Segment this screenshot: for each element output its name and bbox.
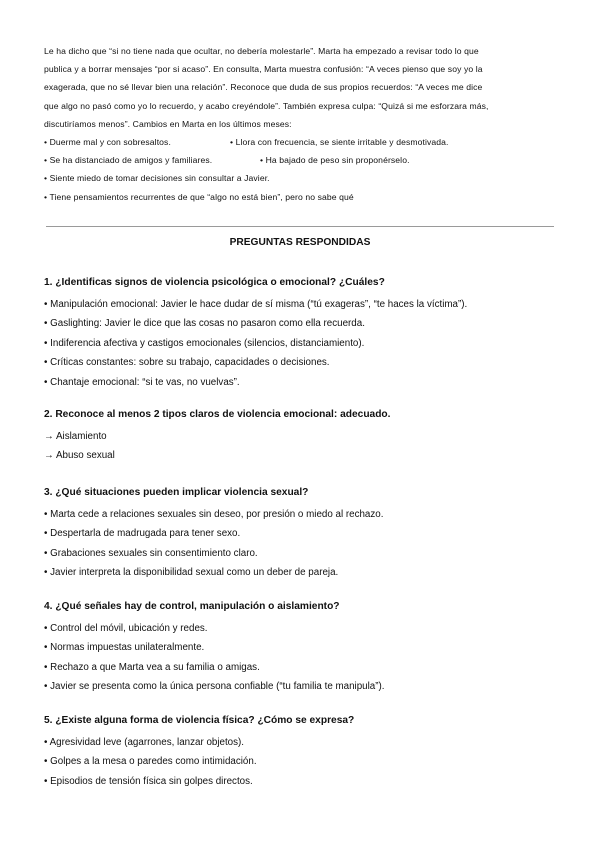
answer-item: • Rechazo a que Marta vea a su familia o amigas. [44,661,260,673]
question-title: 1. ¿Identificas signos de violencia psicológica o emocional? ¿Cuáles? [44,277,385,288]
question-title: 4. ¿Qué señales hay de control, manipulación o aislamiento? [44,601,340,612]
answer-item: • Javier se presenta como la única persona confiable (“tu familia te manipula”). [44,681,385,693]
section-title: PREGUNTAS RESPONDIDAS [229,237,371,248]
section-divider [46,226,554,227]
answer-item: • Marta cede a relaciones sexuales sin deseo, por presión o miedo al rechazo. [44,509,384,520]
changes-bullet: • Se ha distanciado de amigos y familiares. [44,155,213,166]
answer-item: • Gaslighting: Javier le dice que las cosas no pasaron como ella recuerda. [44,318,365,330]
intro-line: publica y a borrar mensajes “por si acaso”. En consulta, Marta muestra confusión: “A veces pienso que soy yo la [44,64,483,75]
answer-item: • Golpes a la mesa o paredes como intimidación. [44,756,257,768]
intro-line: exagerada, que no sé llevar bien una relación”. Reconoce que duda de sus propios recuerdos: “A veces me dice [44,82,483,93]
answer-item: • Manipulación emocional: Javier le hace dudar de sí misma (“tú exageras”, “te haces la víctima”). [44,299,468,310]
intro-line: que algo no pasó como yo lo recuerdo, y acabo creyéndole”. También expresa culpa: “Quizá si me esforzara más, [44,100,489,111]
case-description [44,42,564,206]
answer-item: • Despertarla de madrugada para tener sexo. [44,528,241,540]
answer-item: • Control del móvil, ubicación y redes. [44,623,208,634]
answer-item: • Grabaciones sexuales sin consentimiento claro. [44,547,258,559]
question-title: 3. ¿Qué situaciones pueden implicar violencia sexual? [44,487,309,498]
answer-item: • Chantaje emocional: “si te vas, no vuelvas”. [44,376,240,388]
answer-item: • Javier interpreta la disponibilidad sexual como un deber de pareja. [44,567,339,579]
question-title: 5. ¿Existe alguna forma de violencia física? ¿Cómo se expresa? [44,715,355,726]
answer-item: • Agresividad leve (agarrones, lanzar objetos). [44,737,245,748]
answer-item: • Críticas constantes: sobre su trabajo, capacidades o decisiones. [44,357,330,369]
question-block-5 [44,714,564,791]
changes-bullet-row [44,133,564,151]
changes-bullet: • Siente miedo de tomar decisiones sin consultar a Javier. [44,173,270,184]
intro-line: discutiríamos menos”. Cambios en Marta en los últimos meses: [44,118,292,129]
changes-bullet: • Llora con frecuencia, se siente irritable y desmotivada. [230,137,449,148]
answer-item: • Episodios de tensión física sin golpes directos. [44,775,253,787]
changes-bullet-row [44,151,564,169]
question-block-3 [44,486,564,583]
answer-item: → Aislamiento [44,431,107,442]
answer-item: → Abuso sexual [44,450,115,462]
intro-line: Le ha dicho que “si no tiene nada que ocultar, no debería molestarle”. Marta ha empezado a revisar todo lo que [44,46,479,56]
question-block-2 [44,408,564,466]
question-title: 2. Reconoce al menos 2 tipos claros de violencia emocional: adecuado. [44,409,391,420]
answer-item: • Normas impuestas unilateralmente. [44,642,205,654]
question-block-1 [44,276,564,392]
changes-bullet: • Ha bajado de peso sin proponérselo. [260,155,410,166]
changes-bullet: • Duerme mal y con sobresaltos. [44,137,171,148]
answer-item: • Indiferencia afectiva y castigos emocionales (silencios, distanciamiento). [44,337,365,349]
changes-bullet: • Tiene pensamientos recurrentes de que “algo no está bien”, pero no sabe qué [44,191,354,202]
question-block-4 [44,600,564,697]
